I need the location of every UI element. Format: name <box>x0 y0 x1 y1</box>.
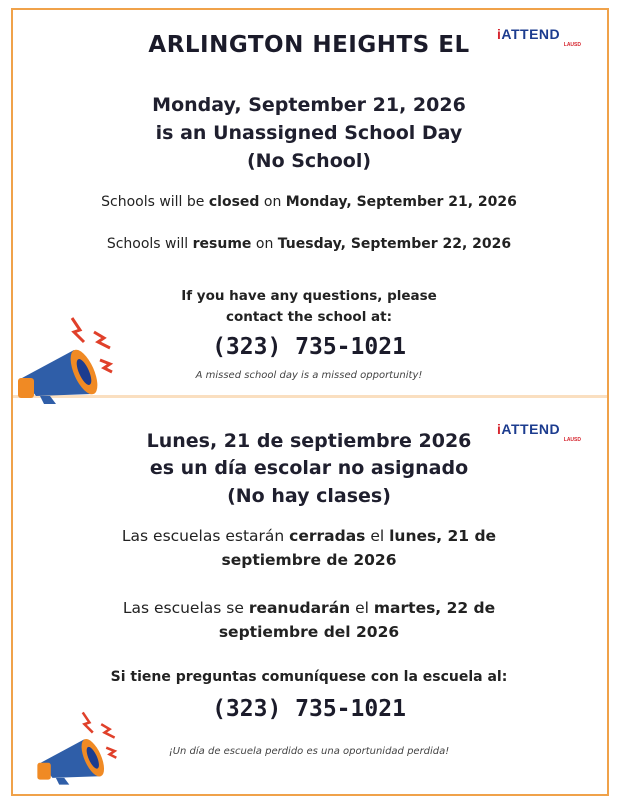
spanish-resume-line-1: Las escuelas se reanudarán el martes, 22 de <box>122 599 496 617</box>
english-closed-line: Schools will be closed on Monday, September 21, 2026 <box>101 194 517 210</box>
spanish-headline-status: es un día escolar no asignado <box>149 457 469 479</box>
spanish-headline-no-school: (No hay clases) <box>227 485 391 507</box>
megaphone-icon <box>14 312 114 404</box>
english-headline-status: is an Unassigned School Day <box>155 122 463 144</box>
english-headline-no-school: (No School) <box>246 150 372 172</box>
iattend-logo-spanish: iATTEND LAUSD <box>497 421 581 443</box>
english-phone-number: (323) 735-1021 <box>212 334 406 360</box>
spanish-resume-line-2: septiembre del 2026 <box>218 623 400 641</box>
school-name: ARLINGTON HEIGHTS EL <box>148 32 470 58</box>
spanish-phone-number: (323) 735-1021 <box>212 696 406 722</box>
spanish-headline-date: Lunes, 21 de septiembre 2026 <box>146 430 472 452</box>
english-question-line-2: contact the school at: <box>225 309 392 325</box>
megaphone-icon-spanish <box>34 704 118 788</box>
spanish-closed-line-2: septiembre de 2026 <box>221 551 397 569</box>
english-tagline: A missed school day is a missed opportunity! <box>195 370 423 381</box>
spanish-tagline: ¡Un día de escuela perdido es una oportunidad perdida! <box>168 746 450 757</box>
spanish-question: Si tiene preguntas comuníquese con la escuela al: <box>110 669 508 685</box>
english-question-line-1: If you have any questions, please <box>181 288 437 304</box>
english-resume-line: Schools will resume on Tuesday, September 22, 2026 <box>106 236 512 252</box>
spanish-closed-line-1: Las escuelas estarán cerradas el lunes, 21 de <box>121 527 497 545</box>
english-headline-date: Monday, September 21, 2026 <box>152 94 466 116</box>
iattend-logo: iATTEND LAUSD <box>497 26 581 48</box>
